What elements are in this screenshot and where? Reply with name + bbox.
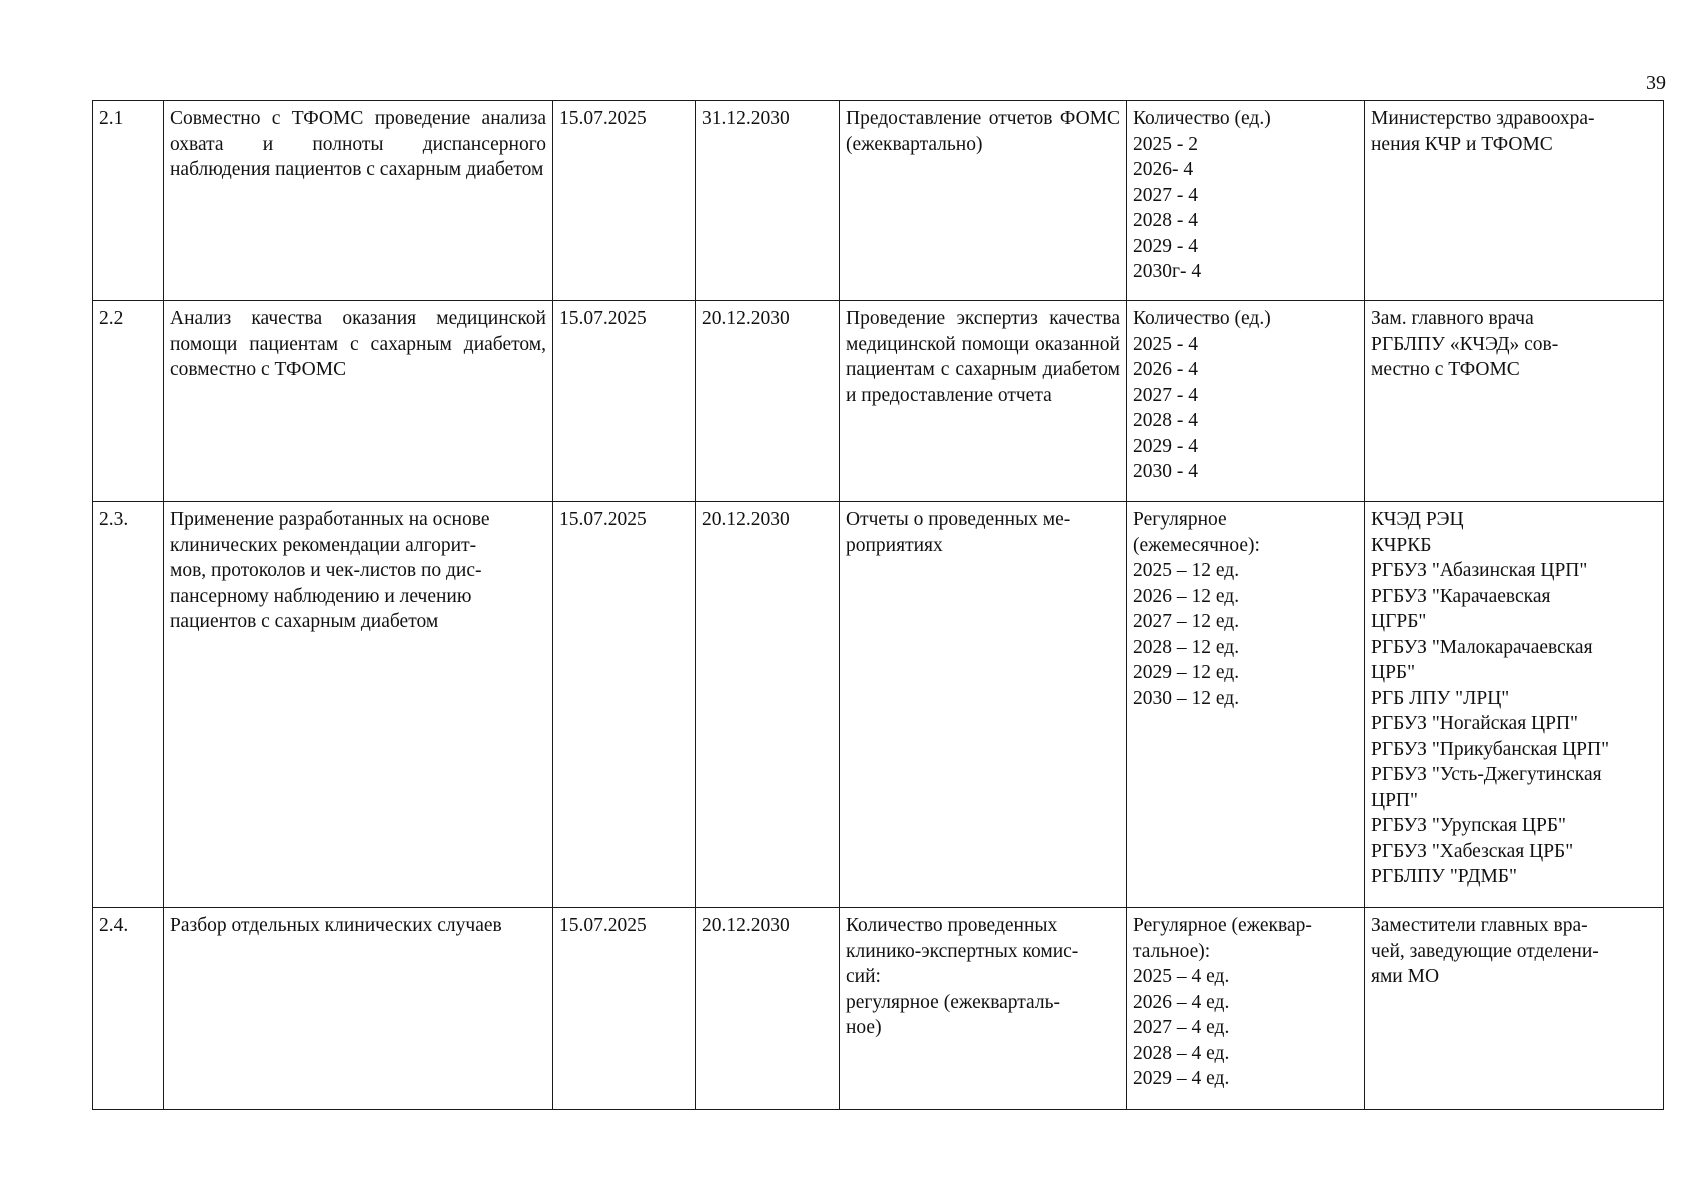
cell-line: чей, заведующие отделени- <box>1371 940 1599 962</box>
cell-line: Министерство здравоохра- <box>1371 108 1595 129</box>
cell-line: Применение разработанных на основе <box>170 509 490 530</box>
cell-line: ное) <box>846 1017 882 1038</box>
cell-line: пансерному наблюдению и лечению <box>170 585 472 607</box>
cell-line: клинико-экспертных комис- <box>846 940 1079 962</box>
end-date-cell: 20.12.2030 <box>696 502 840 908</box>
cell-line: Количество (ед.) <box>1133 108 1271 129</box>
cell-line: РГБУЗ "Ногайская ЦРП" <box>1371 713 1579 734</box>
start-date-cell: 15.07.2025 <box>553 502 696 908</box>
cell-line: 2025 – 4 ед. <box>1133 966 1230 987</box>
cell-line: 2029 - 4 <box>1133 235 1198 257</box>
row-number-cell: 2.1 <box>93 101 164 301</box>
cell-line: 2026 – 4 ед. <box>1133 991 1230 1013</box>
cell-line: 2027 - 4 <box>1133 384 1198 406</box>
table-row <box>93 502 1664 908</box>
cell-line: РГБУЗ "Урупская ЦРБ" <box>1371 815 1566 836</box>
cell-line: сий: <box>846 966 881 987</box>
cell-line: 2030 – 12 ед. <box>1133 687 1240 709</box>
end-date-cell: 20.12.2030 <box>696 301 840 502</box>
cell-line: пациентов с сахарным диабетом <box>170 611 439 632</box>
cell-line: ЦРБ" <box>1371 662 1416 683</box>
cell-line: 2026 – 12 ед. <box>1133 585 1240 607</box>
cell-line: Количество проведенных <box>846 915 1058 936</box>
cell-line: Регулярное (ежеквар- <box>1133 915 1312 936</box>
table-row <box>93 301 1664 502</box>
cell-line: (ежемесячное): <box>1133 534 1260 556</box>
end-date-cell: 20.12.2030 <box>696 908 840 1110</box>
cell-line: 2028 - 4 <box>1133 410 1198 431</box>
cell-line: КЧРКБ <box>1371 534 1432 556</box>
result-cell <box>840 908 1127 1110</box>
cell-line: ЦРП" <box>1371 789 1418 811</box>
responsible-cell <box>1365 908 1664 1110</box>
indicator-cell <box>1127 301 1365 502</box>
cell-line: 2029 – 12 ед. <box>1133 662 1240 683</box>
cell-line: 2030г- 4 <box>1133 261 1202 282</box>
start-date-cell: 15.07.2025 <box>553 101 696 301</box>
result-cell <box>840 502 1127 908</box>
cell-line: Количество (ед.) <box>1133 308 1271 329</box>
cell-line: РГБУЗ "Малокарачаевская <box>1371 636 1593 658</box>
cell-line: 2025 – 12 ед. <box>1133 560 1240 581</box>
cell-line: тальное): <box>1133 940 1211 962</box>
cell-line: 2027 – 12 ед. <box>1133 611 1240 632</box>
indicator-cell <box>1127 502 1365 908</box>
cell-line: Отчеты о проведенных ме- <box>846 509 1071 530</box>
cell-line: РГБУЗ "Карачаевская <box>1371 585 1551 607</box>
activity-cell: Анализ качества оказания медицинской помощи пациентам с сахарным диабетом, совместно с ТФОМС <box>164 301 553 502</box>
cell-line: местно с ТФОМС <box>1371 359 1520 380</box>
cell-line: 2028 – 4 ед. <box>1133 1042 1230 1064</box>
cell-line: ЦГРБ" <box>1371 611 1427 632</box>
row-number-cell: 2.3. <box>93 502 164 908</box>
cell-line: 2027 - 4 <box>1133 184 1198 206</box>
responsible-cell <box>1365 101 1664 301</box>
cell-line: РГБУЗ "Хабезская ЦРБ" <box>1371 840 1574 862</box>
cell-line: РГБЛПУ «КЧЭД» сов- <box>1371 333 1559 355</box>
cell-line: 2029 – 4 ед. <box>1133 1068 1230 1089</box>
indicator-cell <box>1127 101 1365 301</box>
activities-table <box>92 100 1664 1110</box>
activity-cell: Совместно с ТФОМС проведение анализа охвата и полноты диспансерного наблюдения пациентов с сахарным диабетом <box>164 101 553 301</box>
start-date-cell: 15.07.2025 <box>553 301 696 502</box>
cell-line: нения КЧР и ТФОМС <box>1371 133 1553 155</box>
table-row <box>93 908 1664 1110</box>
cell-line: 2025 - 4 <box>1133 333 1198 355</box>
cell-line: 2030 - 4 <box>1133 461 1198 482</box>
cell-line: 2029 - 4 <box>1133 435 1198 457</box>
cell-line: 2026- 4 <box>1133 159 1194 180</box>
cell-line: РГБЛПУ "РДМБ" <box>1371 866 1517 887</box>
indicator-cell <box>1127 908 1365 1110</box>
cell-line: 2025 - 2 <box>1133 133 1198 155</box>
start-date-cell: 15.07.2025 <box>553 908 696 1110</box>
page-number: 39 <box>1646 72 1666 94</box>
table-row <box>93 101 1664 301</box>
cell-line: мов, протоколов и чек-листов по дис- <box>170 560 482 581</box>
result-cell: Проведение экспертиз качества медицинской помощи оказанной пациентам с сахарным диабетом и предоставление отчета <box>840 301 1127 502</box>
cell-line: клинических рекомендации алгорит- <box>170 534 477 556</box>
cell-line: Разбор отдельных клинических случаев <box>170 915 502 936</box>
cell-line: РГБУЗ "Прикубанская ЦРП" <box>1371 738 1610 760</box>
cell-line: РГБ ЛПУ "ЛРЦ" <box>1371 687 1510 709</box>
cell-line: Заместители главных вра- <box>1371 915 1588 936</box>
cell-line: Зам. главного врача <box>1371 308 1534 329</box>
cell-line: РГБУЗ "Усть-Джегутинская <box>1371 764 1602 785</box>
activity-cell <box>164 502 553 908</box>
cell-line: РГБУЗ "Абазинская ЦРП" <box>1371 560 1588 581</box>
row-number-cell: 2.2 <box>93 301 164 502</box>
cell-line: 2028 – 12 ед. <box>1133 636 1240 658</box>
cell-line: 2028 - 4 <box>1133 210 1198 231</box>
cell-line: ями МО <box>1371 966 1440 987</box>
cell-line: 2027 – 4 ед. <box>1133 1017 1230 1038</box>
cell-line: Регулярное <box>1133 509 1227 530</box>
cell-line: 2026 - 4 <box>1133 359 1198 380</box>
cell-line: регулярное (ежекварталь- <box>846 991 1060 1013</box>
result-cell: Предоставление отчетов ФОМС (ежеквартально) <box>840 101 1127 301</box>
row-number-cell: 2.4. <box>93 908 164 1110</box>
cell-line: КЧЭД РЭЦ <box>1371 509 1464 530</box>
activity-cell <box>164 908 553 1110</box>
cell-line: роприятиях <box>846 534 943 556</box>
responsible-cell <box>1365 301 1664 502</box>
responsible-cell <box>1365 502 1664 908</box>
end-date-cell: 31.12.2030 <box>696 101 840 301</box>
